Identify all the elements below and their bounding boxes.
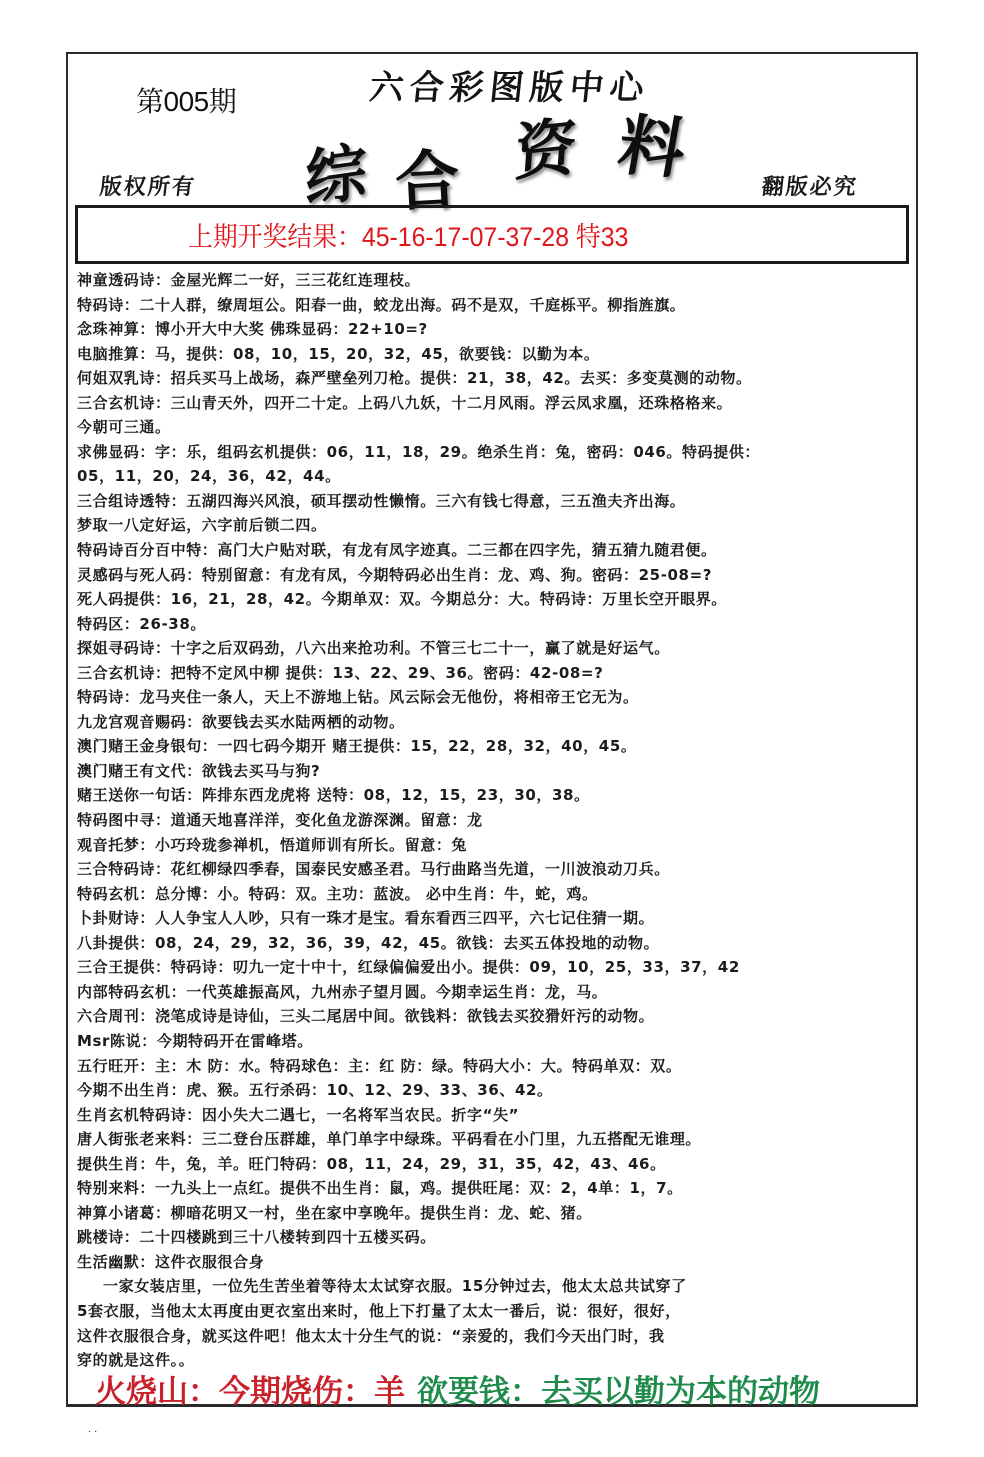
content-line [77, 538, 912, 563]
issue-number: 第005期 [136, 86, 237, 117]
line-text: 花红柳绿四季春，国泰民安感圣君。马行曲路当先道，一川波浪动刀兵。 [170, 860, 670, 879]
footer-dots: .. [88, 1424, 101, 1435]
content-line [77, 685, 912, 710]
line-label: 三合组诗透特： [77, 491, 187, 510]
line-label: 唐人街张老来料： [77, 1130, 202, 1149]
content-line [77, 1004, 912, 1029]
line-label: Msr陈说： [77, 1031, 157, 1050]
line-text: 道通天地喜洋洋，变化鱼龙游深渊。留意：龙 [170, 811, 483, 830]
content-line [77, 882, 912, 907]
line-text: 26-38。 [139, 614, 206, 633]
copyright-left: 版权所有 [98, 174, 198, 200]
line-label: 跳楼诗： [77, 1228, 140, 1247]
line-label: 澳门赌王金身银句： [77, 737, 218, 756]
line-label: 生活幽默： [77, 1252, 156, 1271]
content-line [77, 489, 912, 514]
line-text: 一九头上一点红。提供不出生肖：鼠，鸡。提供旺尾：双：2，4单：1，7。 [155, 1179, 683, 1198]
line-label: 死人码提供： [77, 590, 171, 609]
bottom-banner [95, 1366, 820, 1411]
line-text: 特别留意：有龙有凤，今期特码必出生肖：龙、鸡、狗。密码：25-08=? [201, 565, 713, 584]
content-line [77, 857, 912, 882]
line-text: 总分博：小。特码：双。主功：蓝波。 必中生肖：牛，蛇，鸡。 [155, 884, 598, 903]
line-text: 字：乐，组码玄机提供：06，11，18，29。绝杀生肖：兔，密码：046。特码提供： [155, 442, 761, 461]
line-text: 金屋光辉二一好，三三花红连理枝。 [170, 271, 421, 289]
content-line [77, 783, 912, 808]
line-text: 这件衣服很合身 [155, 1252, 265, 1271]
line-text: 梦取一八定好运，六字前后锁二四。 [77, 516, 327, 535]
line-text: 高门大户贴对联，有龙有凤字迹真。二三都在四字先，猜五猜九随君便。 [217, 541, 717, 560]
content-line [77, 366, 912, 391]
content-line [77, 636, 912, 661]
story-line: 穿的就是这件。。 [77, 1351, 195, 1370]
line-text: 主：木 防：水。特码球色：主：红 防：绿。特码大小：大。特码单双：双。 [155, 1056, 682, 1075]
content-line [77, 833, 912, 858]
content-line [77, 1176, 912, 1201]
line-label: 六合周刊： [77, 1007, 156, 1026]
main-title-char: 资 [512, 109, 580, 190]
line-text: 把特不定风中柳 提供：13、22、29、36。密码：42-08=? [170, 663, 604, 682]
line-text: 十字之后双码劲，八六出来抢功利。不管三七二十一，赢了就是好运气。 [170, 639, 670, 658]
line-text: 一代英雄振高风，九州赤子望月圆。今期幸运生肖：龙，马。 [186, 982, 608, 1001]
content-line [77, 391, 912, 416]
content-line [77, 1029, 912, 1054]
line-label: 澳门赌王有文代： [77, 761, 202, 780]
line-text: 今期特码开在雷峰塔。 [156, 1031, 313, 1050]
line-text: 人人争宝人人吵，只有一珠才是宝。看东看西三四平，六七记住猜一期。 [155, 909, 655, 928]
line-label: 特码诗百分百中特： [77, 541, 218, 560]
content-line [77, 440, 912, 465]
line-label: 特码图中寻： [77, 811, 171, 830]
line-text: 08，24，29，32，36，39，42，45。欲钱：去买五体投地的动物。 [155, 933, 660, 952]
line-text: 三山青天外，四开二十定。上码八九妖，十二月风雨。浮云凤求凰，还珠格格来。 [170, 393, 733, 412]
content-line [77, 1201, 912, 1226]
content-line [77, 734, 912, 759]
line-label: 九龙宫观音赐码： [77, 712, 202, 731]
line-label: 生肖玄机特码诗： [77, 1105, 202, 1124]
line-text: 博小开大中大奖 佛珠显码：22+10=? [155, 320, 428, 339]
line-text: 阵排东西龙虎将 送特：08，12，15，23，30，38。 [201, 786, 590, 805]
content-line [77, 415, 912, 440]
content-line [77, 906, 912, 931]
line-text: 龙马夹住一条人，天上不游地上钻。风云际会无他份，将相帝王它无为。 [139, 688, 639, 707]
content-line [77, 759, 912, 784]
line-label: 特码诗： [77, 688, 140, 707]
story-line: 5套衣服，当他太太再度由更衣室出来时，他上下打量了太太一番后，说：很好，很好， [77, 1301, 681, 1320]
line-text: 欲钱去买马与狗? [201, 761, 321, 780]
content-line [77, 1078, 912, 1103]
line-text: 二十人群，缭周垣公。阳春一曲，蛟龙出海。码不是双，千庭栎平。柳指旌旗。 [139, 295, 686, 314]
line-label: 灵感码与死人码： [77, 565, 202, 584]
content-line [77, 661, 912, 686]
line-text: 三二登台压群雄，单门单字中绿珠。平码看在小门里，九五搭配无谁理。 [201, 1130, 702, 1149]
main-title-char: 料 [612, 106, 692, 188]
line-text: 马，提供：08，10，15，20，32，45，欲要钱：以勤为本。 [155, 344, 600, 363]
line-label: 三合玄机诗： [77, 393, 171, 412]
banner-green-text: 欲要钱：去买以勤为本的动物 [417, 1374, 820, 1410]
content-line [77, 955, 912, 980]
content-line [77, 612, 912, 637]
line-text: 16，21，28，42。今期单双：双。今期总分：大。特码诗：万里长空开眼界。 [170, 590, 727, 609]
line-text: 一四七码今期开 赌王提供：15，22，28，32，40，45。 [217, 737, 637, 756]
content-line [77, 710, 912, 735]
content-line [77, 342, 912, 367]
line-label: 特码诗： [77, 295, 140, 314]
line-label: 特别来料： [77, 1179, 156, 1198]
content-line [77, 980, 912, 1005]
line-text: 小巧玲珑参禅机，悟道师训有所长。留意：兔 [155, 835, 468, 854]
line-text: 欲要钱去买水陆两栖的动物。 [201, 712, 405, 731]
content-line [77, 808, 912, 833]
content-line [77, 1225, 912, 1250]
line-text: 虎、猴。五行杀码：10、12、29、33、36、42。 [186, 1081, 553, 1100]
line-text: 浇笔成诗是诗仙，三头二尾居中间。欲钱料：欲钱去买狡猾奸污的动物。 [155, 1007, 655, 1026]
content-line [77, 1054, 912, 1079]
content-line [77, 1152, 912, 1177]
content-line [77, 1103, 912, 1128]
content-line [77, 317, 912, 342]
content-line [77, 1250, 912, 1275]
last-result-box [75, 205, 909, 264]
line-label: 神算小诸葛： [77, 1203, 171, 1222]
content-line [77, 464, 912, 489]
line-label: 神童透码诗： [77, 271, 171, 289]
line-text: 柳暗花明又一村，坐在家中享晚年。提供生肖：龙、蛇、猪。 [170, 1203, 592, 1222]
line-label: 特码玄机： [77, 884, 156, 903]
content-body [77, 268, 912, 1373]
line-label: 电脑推算： [77, 344, 156, 363]
story-line: 这件衣服很合身，就买这件吧！他太太十分生气的说：“亲爱的，我们今天出门时，我 [77, 1326, 665, 1345]
last-result-text: 上期开奖结果：45-16-17-07-37-28 特33 [188, 222, 629, 252]
line-label: 三合王提供： [77, 958, 171, 977]
content-line [77, 931, 912, 956]
line-label: 求佛显码： [77, 442, 156, 461]
line-label: 五行旺开： [77, 1056, 156, 1075]
line-text: 二十四楼跳到三十八楼转到四十五楼买码。 [139, 1228, 436, 1247]
content-line [77, 563, 912, 588]
line-label: 卜卦财诗： [77, 909, 156, 928]
story-line: 一家女装店里，一位先生苦坐着等待太太试穿衣服。15分钟过去，他太太总共试穿了 [103, 1277, 687, 1296]
line-label: 内部特码玄机： [77, 982, 187, 1001]
line-label: 观音托梦： [77, 835, 156, 854]
line-label: 念珠神算： [77, 320, 156, 339]
line-label: 今期不出生肖： [77, 1081, 187, 1100]
line-label: 探姐寻码诗： [77, 639, 171, 658]
line-text: 特码诗：叨九一定十中十，红绿偏偏爱出小。提供：09，10，25，33，37，42 [170, 958, 740, 977]
content-line [77, 587, 912, 612]
line-text: 今朝可三通。 [77, 418, 171, 437]
copyright-right: 翻版必究 [760, 174, 860, 200]
content-line [77, 268, 912, 293]
content-line [77, 1127, 912, 1152]
banner-red-text: 火烧山：今期烧伤：羊 [95, 1374, 405, 1410]
line-text: 招兵买马上战场，森严壁垒列刀枪。提供：21，38，42。去买：多变莫测的动物。 [170, 369, 752, 388]
line-label: 赌王送你一句话： [77, 786, 202, 805]
main-title-char: 合 [393, 142, 462, 221]
line-text: 05，11，20，24，36，42，44。 [77, 467, 341, 486]
line-label: 三合玄机诗： [77, 663, 171, 682]
line-label: 提供生肖： [77, 1154, 156, 1173]
line-label: 三合特码诗： [77, 860, 171, 879]
line-label: 特码区： [77, 614, 140, 633]
content-line [77, 513, 912, 538]
content-line [77, 293, 912, 318]
line-label: 何姐双乳诗： [77, 369, 171, 388]
line-label: 八卦提供： [77, 933, 156, 952]
line-text: 因小失大二遇七，一名将军当农民。折字“失” [201, 1105, 520, 1124]
line-text: 五湖四海兴风浪，硕耳摆动性懒惰。三六有钱七得意，三五渔夫齐出海。 [186, 491, 686, 510]
line-text: 牛，兔，羊。旺门特码：08，11，24，29，31，35，42，43、46。 [155, 1154, 666, 1173]
main-title [305, 100, 725, 221]
main-title-char: 综 [305, 134, 367, 217]
publisher-title: 六合彩图版中心 [367, 68, 652, 108]
